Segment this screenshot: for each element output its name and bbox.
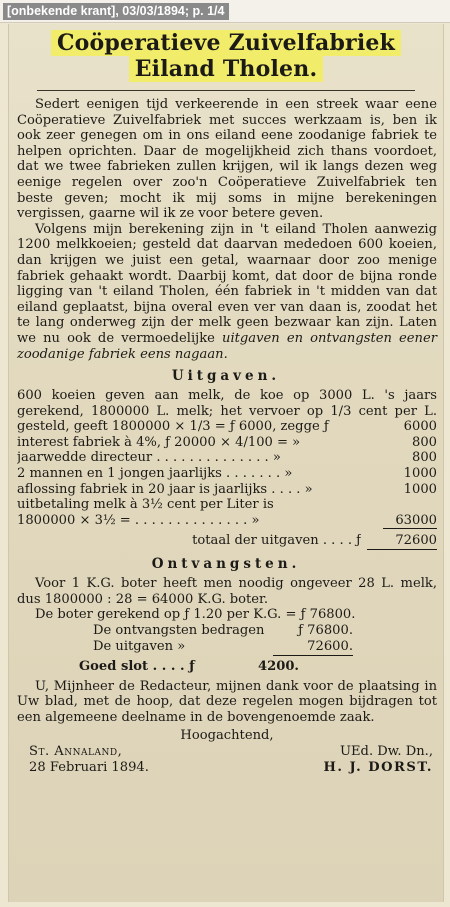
uitgaven-intro-block [17,388,437,435]
uitgaven-item [17,513,437,530]
paragraph-1: Sedert eenigen tijd verkeerende in een streek waar eene Coöperatieve Zuivelfabriek met succes werkzaam is, ben ik ook zeer genegen om in ons eiland eene zoodanige fabriek te helpen oprichten. Daar de mogelijkheid zich thans voordoet, dat we twee fabrieken zullen krijgen, wil ik langs dezen weg eenige regelen over zoo'n Coöperatieve Zuivelfabriek ten beste geven; mocht ik mij soms in mijne berekeningen vergissen, gaarne wil ik ze voor betere geven. [17,97,437,222]
headline-line-1: Coöperatieve Zuivelfabriek [51,30,401,56]
closing-text: U, Mijnheer de Redacteur, mijnen dank voor de plaatsing in Uw blad, met de hoop, dat deze regelen mogen bijdragen tot een algemeene deelname in de bovengenoemde zaak. [17,678,437,725]
total-amount: 72600 [367,533,437,550]
goed-slot [9,658,443,675]
item-desc: uitbetaling melk à 3½ cent per Liter is [17,497,274,513]
title: UEd. Dw. Dn., [339,743,433,759]
item-amount: 800 [412,450,437,466]
signature-line-2 [29,760,433,776]
ledger-label: De ontvangsten bedragen [93,622,265,638]
ledger-label: De uitgaven » [93,638,186,654]
article-body [17,97,437,362]
ontvangsten-text-2: De boter gerekend op ƒ 1.20 per K.G. = ƒ 76800. [35,607,356,623]
uitgaven-item [17,435,437,451]
uitgaven-item [17,466,437,482]
ledger-row-uitgaven [9,639,443,656]
item-amount: 1000 [403,466,437,482]
paragraph-2-text: Volgens mijn berekening zijn in 't eiland Tholen aanwezig 1200 melkkoeien; gesteld dat daarvan mededoen 600 koeien, dan krijgen we juist een getal, waarnaar door zoo menige fabriek gehaakt wordt. Daarbij komt, dat door de bijna ronde ligging van 't eiland Tholen, één fabriek in 't midden van dat eiland geplaatst, bijna overal even ver van daan is, zoodat het te lang onderweg zijn der melk geen bezwaar kan zijn. Laten we nu ook de vermoedelijke [17,221,437,346]
newspaper-clipping [8,24,444,902]
headline-line-2: Eiland Tholen. [129,56,324,82]
item-desc: interest fabriek à 4%, ƒ 20000 × 4/100 = » [17,434,301,450]
ledger-value: ƒ 76800. [298,622,353,638]
ledger-value: 72600. [273,639,353,656]
uitgaven-heading: Uitgaven. [171,368,281,385]
slot-value: 4200. [257,658,299,674]
item-desc: 2 mannen en 1 jongen jaarlijks . . . . . . . » [17,466,293,482]
total-label: totaal der uitgaven . . . . ƒ [192,533,361,549]
headline [9,30,443,82]
closing-block [17,679,437,726]
item-desc: jaarwedde directeur . . . . . . . . . . . . . . » [17,450,281,466]
caption-bar [0,0,450,23]
paragraph-2 [17,222,437,362]
author: H. J. DORST. [323,759,433,775]
item-amount: 800 [412,434,437,450]
uitgaven-intro-para [17,388,437,435]
paragraph-2-italic: uitgaven en ontvangsten eener zoodanige fabriek eens nagaan. [17,330,437,362]
ontvangsten-text-1: Voor 1 K.G. boter heeft men noodig ongeveer 28 L. melk, dus 1800000 : 28 = 64000 K.G. boter. [17,576,437,607]
place: St. Annaland, [29,743,123,759]
item-desc: aflossing fabriek in 20 jaar is jaarlijks . . . . » [17,481,313,497]
uitgaven-total [17,533,437,550]
item-amount: 63000 [383,513,437,530]
ontvangsten-heading: Ontvangsten. [151,556,301,573]
ontvangsten-block [17,576,437,623]
ledger-row-ontvangsten [9,623,443,639]
uitgaven-intro-amount: 6000 [403,419,437,435]
uitgaven-item [17,497,437,513]
headline-rule [37,90,415,91]
uitgaven-item [17,450,437,466]
slot-label: Goed slot . . . . ƒ [79,658,195,674]
date: 28 Februari 1894. [29,759,149,775]
uitgaven-item [17,482,437,498]
item-amount: 1000 [403,481,437,497]
source-caption: [onbekende krant], 03/03/1894; p. 1/4 [3,3,229,20]
item-desc: 1800000 × 3½ = . . . . . . . . . . . . . . » [17,512,260,528]
uitgaven-items [9,435,443,550]
greeting: Hoogachtend, [180,727,274,743]
uitgaven-intro: 600 koeien geven aan melk, de koe op 3000 L. 's jaars gerekend, 1800000 L. melk; het vervoer op 1/3 cent per L. gesteld, geeft 1800000 × 1/3 = ƒ 6000, zegge ƒ [17,388,437,435]
signature-line-1 [29,744,433,760]
